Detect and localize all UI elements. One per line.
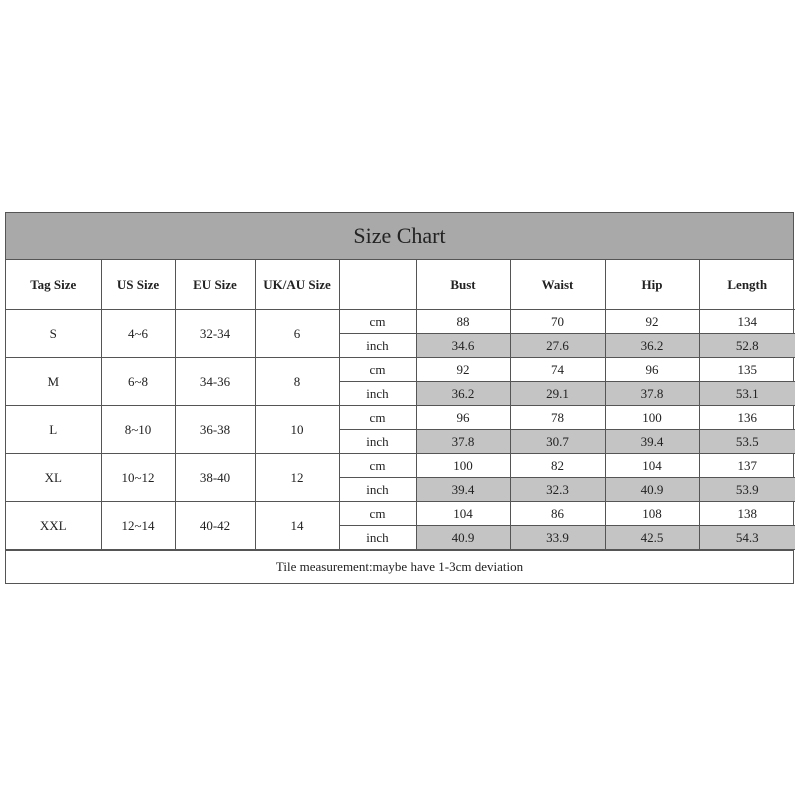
us-size-cell: 8~10 bbox=[101, 406, 175, 454]
us-size-cell: 10~12 bbox=[101, 454, 175, 502]
bust-inch-cell: 40.9 bbox=[416, 526, 510, 550]
table-row bbox=[6, 358, 795, 382]
length-inch-cell: 54.3 bbox=[699, 526, 795, 550]
hip-cm-cell: 92 bbox=[605, 310, 699, 334]
tag-size-cell: XXL bbox=[6, 502, 101, 550]
unit-cell: cm bbox=[339, 310, 416, 334]
waist-cm-cell: 82 bbox=[510, 454, 605, 478]
measurement-note: Tile measurement:maybe have 1-3cm deviation bbox=[6, 550, 793, 583]
us-size-cell: 6~8 bbox=[101, 358, 175, 406]
header-length: Length bbox=[699, 260, 795, 310]
unit-cell: cm bbox=[339, 454, 416, 478]
length-cm-cell: 135 bbox=[699, 358, 795, 382]
header-bust: Bust bbox=[416, 260, 510, 310]
waist-cm-cell: 86 bbox=[510, 502, 605, 526]
hip-inch-cell: 42.5 bbox=[605, 526, 699, 550]
uk-size-cell: 12 bbox=[255, 454, 339, 502]
tag-size-cell: XL bbox=[6, 454, 101, 502]
hip-inch-cell: 40.9 bbox=[605, 478, 699, 502]
length-cm-cell: 137 bbox=[699, 454, 795, 478]
uk-size-cell: 14 bbox=[255, 502, 339, 550]
chart-title: Size Chart bbox=[6, 213, 793, 260]
bust-cm-cell: 100 bbox=[416, 454, 510, 478]
bust-cm-cell: 96 bbox=[416, 406, 510, 430]
bust-inch-cell: 34.6 bbox=[416, 334, 510, 358]
unit-cell: cm bbox=[339, 502, 416, 526]
table-row bbox=[6, 454, 795, 478]
header-unit bbox=[339, 260, 416, 310]
unit-cell: inch bbox=[339, 526, 416, 550]
waist-cm-cell: 70 bbox=[510, 310, 605, 334]
waist-cm-cell: 74 bbox=[510, 358, 605, 382]
table-row bbox=[6, 310, 795, 334]
us-size-cell: 4~6 bbox=[101, 310, 175, 358]
tag-size-cell: L bbox=[6, 406, 101, 454]
eu-size-cell: 36-38 bbox=[175, 406, 255, 454]
length-inch-cell: 52.8 bbox=[699, 334, 795, 358]
length-inch-cell: 53.9 bbox=[699, 478, 795, 502]
table-row bbox=[6, 502, 795, 526]
waist-inch-cell: 32.3 bbox=[510, 478, 605, 502]
header-hip: Hip bbox=[605, 260, 699, 310]
length-cm-cell: 138 bbox=[699, 502, 795, 526]
unit-cell: inch bbox=[339, 430, 416, 454]
length-inch-cell: 53.5 bbox=[699, 430, 795, 454]
eu-size-cell: 34-36 bbox=[175, 358, 255, 406]
bust-cm-cell: 104 bbox=[416, 502, 510, 526]
waist-inch-cell: 30.7 bbox=[510, 430, 605, 454]
header-tag-size: Tag Size bbox=[6, 260, 101, 310]
hip-cm-cell: 100 bbox=[605, 406, 699, 430]
size-chart bbox=[5, 212, 794, 584]
hip-cm-cell: 108 bbox=[605, 502, 699, 526]
unit-cell: inch bbox=[339, 478, 416, 502]
waist-cm-cell: 78 bbox=[510, 406, 605, 430]
header-us-size: US Size bbox=[101, 260, 175, 310]
uk-size-cell: 6 bbox=[255, 310, 339, 358]
hip-inch-cell: 36.2 bbox=[605, 334, 699, 358]
length-cm-cell: 134 bbox=[699, 310, 795, 334]
waist-inch-cell: 33.9 bbox=[510, 526, 605, 550]
us-size-cell: 12~14 bbox=[101, 502, 175, 550]
eu-size-cell: 38-40 bbox=[175, 454, 255, 502]
length-inch-cell: 53.1 bbox=[699, 382, 795, 406]
bust-inch-cell: 39.4 bbox=[416, 478, 510, 502]
eu-size-cell: 32-34 bbox=[175, 310, 255, 358]
hip-cm-cell: 96 bbox=[605, 358, 699, 382]
tag-size-cell: S bbox=[6, 310, 101, 358]
waist-inch-cell: 27.6 bbox=[510, 334, 605, 358]
tag-size-cell: M bbox=[6, 358, 101, 406]
unit-cell: inch bbox=[339, 334, 416, 358]
unit-cell: inch bbox=[339, 382, 416, 406]
header-row bbox=[6, 260, 795, 310]
table-row bbox=[6, 406, 795, 430]
bust-inch-cell: 37.8 bbox=[416, 430, 510, 454]
eu-size-cell: 40-42 bbox=[175, 502, 255, 550]
header-eu-size: EU Size bbox=[175, 260, 255, 310]
hip-cm-cell: 104 bbox=[605, 454, 699, 478]
unit-cell: cm bbox=[339, 406, 416, 430]
header-waist: Waist bbox=[510, 260, 605, 310]
length-cm-cell: 136 bbox=[699, 406, 795, 430]
uk-size-cell: 8 bbox=[255, 358, 339, 406]
bust-cm-cell: 88 bbox=[416, 310, 510, 334]
uk-size-cell: 10 bbox=[255, 406, 339, 454]
hip-inch-cell: 39.4 bbox=[605, 430, 699, 454]
bust-inch-cell: 36.2 bbox=[416, 382, 510, 406]
bust-cm-cell: 92 bbox=[416, 358, 510, 382]
hip-inch-cell: 37.8 bbox=[605, 382, 699, 406]
waist-inch-cell: 29.1 bbox=[510, 382, 605, 406]
unit-cell: cm bbox=[339, 358, 416, 382]
size-table bbox=[6, 260, 795, 550]
header-uk-au-size: UK/AU Size bbox=[255, 260, 339, 310]
